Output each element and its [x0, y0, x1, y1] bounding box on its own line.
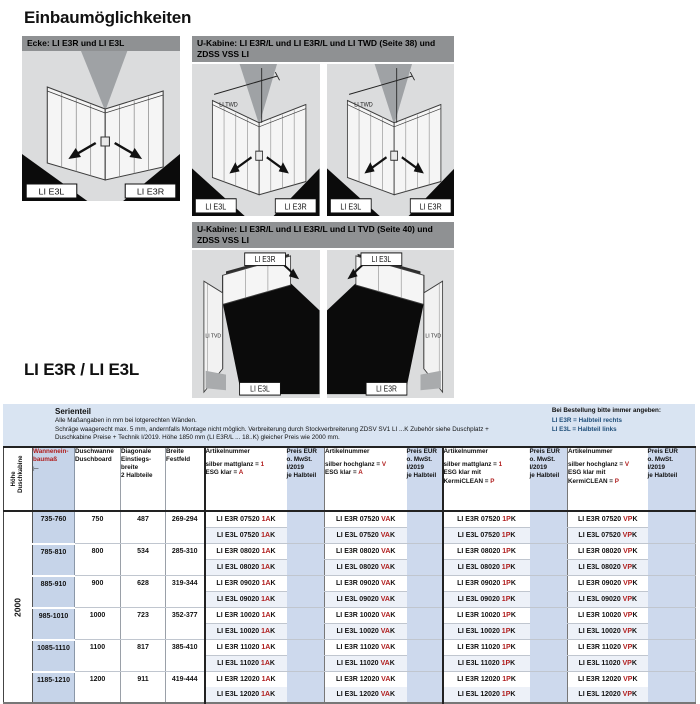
article-cell: LI E3L 08020 1AK	[205, 560, 287, 576]
bottom-right-label: LI E3R	[136, 187, 165, 197]
diagram-twd-drawing-1	[192, 64, 320, 216]
preis-cell	[648, 640, 696, 672]
corner-shower-drawing	[192, 64, 320, 216]
article-cell: LI E3R 09020 1AK	[205, 576, 287, 592]
article-cell: LI E3R 11020 1AK	[205, 640, 287, 656]
article-cell: LI E3R 11020 1PK	[443, 640, 530, 656]
preis-cell	[407, 672, 443, 704]
diagram-ecke-drawing	[22, 51, 180, 201]
table-row	[4, 608, 696, 624]
article-cell: LI E3L 08020 VPK	[568, 560, 648, 576]
preis-cell	[287, 672, 325, 704]
article-cell: LI E3R 09020 VPK	[568, 576, 648, 592]
col-header-preis-1: Preis EUR o. MwSt. I/2019 je Halbteil	[287, 447, 325, 511]
wannen-cell: 785-810	[33, 544, 75, 576]
diagram-tvd-drawing-2	[327, 250, 455, 398]
corner-shower-drawing	[327, 64, 455, 216]
duschwanne-cell: 900	[75, 576, 121, 608]
col-header-hoehe: Höhe Duschkabine	[4, 447, 33, 511]
article-cell: LI E3R 09020 1PK	[443, 576, 530, 592]
breite-cell: 269-294	[166, 511, 205, 544]
bottom-label: LI E3L	[250, 384, 270, 394]
preis-cell	[287, 511, 325, 544]
duschwanne-cell: 1100	[75, 640, 121, 672]
diagram-tvd-drawing-1	[192, 250, 320, 398]
wannen-cell: 735-760	[33, 511, 75, 544]
article-cell: LI E3R 09020 VAK	[325, 576, 407, 592]
breite-cell: 352-377	[166, 608, 205, 640]
col-header-artikel-1ak: Artikelnummer silber mattglanz = 1 ESG klar = A	[205, 447, 287, 511]
side-label: LI TVD	[424, 333, 441, 340]
article-cell: LI E3R 12020 1AK	[216, 676, 276, 683]
preis-cell	[287, 608, 325, 640]
breite-cell: 419-444	[166, 672, 205, 704]
diagonale-cell: 911	[121, 672, 166, 704]
duschwanne-cell: 800	[75, 544, 121, 576]
article-cell: LI E3L 08020 VAK	[325, 560, 407, 576]
article-cell: LI E3L 12020 1PK	[443, 687, 530, 703]
article-cell: LI E3R 08020 1PK	[443, 544, 530, 560]
breite-cell: 385-410	[166, 640, 205, 672]
door-handle	[390, 151, 397, 160]
article-cell: LI E3L 07520 1AK	[205, 528, 287, 544]
article-cell: LI E3L 09020 1PK	[443, 592, 530, 608]
article-cell: LI E3R 08020 VAK	[325, 544, 407, 560]
article-cell: LI E3R 10020 VPK	[568, 608, 648, 624]
table-row	[4, 544, 696, 560]
article-cell: LI E3R 12020 VAK	[325, 672, 407, 688]
article-cell: LI E3L 08020 1PK	[443, 560, 530, 576]
col-header-artikel-1pk: Artikelnummer silber mattglanz = 1 ESG klar mit KermiCLEAN = P	[443, 447, 530, 511]
diagonale-cell: 628	[121, 576, 166, 608]
notes-left	[55, 407, 489, 443]
notes-title: Serienteil	[55, 407, 92, 416]
article-cell: LI E3L 12020 VAK	[325, 687, 407, 703]
wannen-cell: 1085-1110	[33, 640, 75, 672]
preis-cell	[407, 544, 443, 576]
preis-cell	[530, 511, 568, 544]
order-hints-title: Bei Bestellung bitte immer angeben:	[551, 407, 661, 414]
serienteil-table-region	[3, 404, 695, 704]
wannen-cell: 985-1010	[33, 608, 75, 640]
article-cell: LI E3L 10020 VAK	[325, 624, 407, 640]
diagram-twd-drawing-2	[327, 64, 455, 216]
side-label: LI TVD	[205, 333, 222, 340]
order-hints	[552, 407, 689, 443]
diagonale-cell: 534	[121, 544, 166, 576]
preis-cell	[530, 608, 568, 640]
article-cell: LI E3L 12020 VPK	[568, 687, 648, 703]
diagram-twd-header: U-Kabine: LI E3R/L und LI E3R/L und LI TWD (Seite 38) und ZDSS VSS LI	[192, 36, 454, 62]
product-table	[3, 446, 696, 704]
product-table-body	[4, 511, 696, 703]
article-cell: LI E3L 07520 VPK	[568, 528, 648, 544]
bottom-label: LI E3R	[375, 384, 397, 394]
tvd-shower-drawing	[192, 250, 320, 398]
preis-cell	[648, 544, 696, 576]
article-cell: LI E3R 07520 1PK	[443, 511, 530, 528]
page-title: Einbaumöglichkeiten	[24, 8, 192, 27]
diagram-tvd-header: U-Kabine: LI E3R/L und LI E3R/L und LI TVD (Seite 40) und ZDSS VSS LI	[192, 222, 454, 248]
article-cell: LI E3R 11020 VPK	[568, 640, 648, 656]
article-cell: LI E3R 07520 VPK	[568, 511, 648, 528]
corner-shower-drawing	[22, 51, 180, 201]
table-row	[4, 640, 696, 656]
col-header-preis-2: Preis EUR o. MwSt. I/2019 je Halbteil	[407, 447, 443, 511]
article-cell: LI E3R 08020 VPK	[568, 544, 648, 560]
article-cell: LI E3R 10020 1AK	[205, 608, 287, 624]
preis-cell	[287, 576, 325, 608]
twd-label: LI TWD	[353, 102, 373, 109]
diagram-block-ecke	[22, 36, 180, 201]
preis-cell	[530, 672, 568, 704]
col-header-duschwanne: Duschwanne Duschboard	[75, 447, 121, 511]
wannen-cell: 885-910	[33, 576, 75, 608]
article-cell: LI E3L 10020 VPK	[568, 624, 648, 640]
hoehe-cell: 2000	[4, 511, 33, 703]
article-cell: LI E3L 12020 1AK	[205, 687, 287, 703]
article-cell: LI E3R 08020 1AK	[205, 544, 287, 560]
diagram-ecke-header: Ecke: LI E3R und LI E3L	[22, 36, 180, 51]
bottom-left-label: LI E3L	[205, 201, 227, 212]
article-cell: LI E3L 09020 1AK	[205, 592, 287, 608]
door-handle	[256, 151, 263, 160]
tvd-shower-drawing	[327, 250, 455, 398]
top-label: LI E3R	[254, 254, 276, 265]
preis-cell	[530, 640, 568, 672]
top-label: LI E3L	[371, 254, 391, 265]
order-hints-lines: LI E3R = Halbteil rechts LI E3L = Halbteil links	[551, 417, 622, 434]
twd-label: LI TWD	[219, 102, 238, 109]
bottom-right-label: LI E3R	[419, 201, 442, 212]
article-cell: LI E3R 10020 VAK	[325, 608, 407, 624]
table-row	[4, 576, 696, 592]
preis-cell	[648, 608, 696, 640]
diagonale-cell: 487	[121, 511, 166, 544]
article-cell: LI E3R 12020 1PK	[443, 672, 530, 688]
breite-cell: 319-344	[166, 576, 205, 608]
duschwanne-cell: 750	[75, 511, 121, 544]
preis-cell	[407, 608, 443, 640]
article-cell: LI E3L 09020 VAK	[325, 592, 407, 608]
duschwanne-cell: 1000	[75, 608, 121, 640]
preis-cell	[287, 544, 325, 576]
preis-cell	[648, 672, 696, 704]
article-cell: LI E3R 07520 VAK	[325, 511, 407, 528]
notes-band	[3, 404, 695, 446]
breite-cell: 285-310	[166, 544, 205, 576]
preis-cell	[407, 576, 443, 608]
article-cell: LI E3L 10020 1PK	[443, 624, 530, 640]
preis-cell	[407, 640, 443, 672]
col-header-preis-4: Preis EUR o. MwSt. I/2019 je Halbteil	[648, 447, 696, 511]
article-cell: LI E3R 07520 1AK	[205, 511, 287, 528]
article-cell: LI E3L 10020 1AK	[205, 624, 287, 640]
table-row	[4, 672, 696, 688]
article-cell: LI E3L 11020 1PK	[443, 656, 530, 672]
diagonale-cell: 723	[121, 608, 166, 640]
article-cell: LI E3R 10020 1PK	[443, 608, 530, 624]
header-row	[4, 447, 696, 511]
article-cell: LI E3R 11020 VAK	[325, 640, 407, 656]
door-handle	[101, 137, 109, 146]
section-title: LI E3R / LI E3L	[24, 360, 140, 379]
diagonale-cell: 817	[121, 640, 166, 672]
diagram-block-twd	[192, 36, 454, 216]
preis-cell	[530, 576, 568, 608]
table-row	[4, 511, 696, 528]
article-cell: LI E3L 11020 VAK	[325, 656, 407, 672]
preis-cell	[648, 576, 696, 608]
bottom-left-label: LI E3L	[38, 187, 65, 197]
preis-cell	[407, 511, 443, 544]
bottom-right-label: LI E3R	[284, 201, 307, 212]
diagram-block-tvd	[192, 222, 454, 398]
article-cell: LI E3L 11020 VPK	[568, 656, 648, 672]
article-cell: LI E3L 07520 1PK	[443, 528, 530, 544]
col-header-artikel-vpk: Artikelnummer silber hochglanz = V ESG klar mit KermiCLEAN = P	[568, 447, 648, 511]
notes-lines: Alle Maßangaben in mm bei lotgerechten Wänden. Schräge waagerecht max. 5 mm, andernfalls Montage nicht möglich. Verbreiterung durch Stockverbreiterung ZDSV SV1 LI ...K Zubehör siehe Duschplatz + Duschkabine Preise + Technik I/2019. Höhe 1850 mm (LI E3R/L ... 18..K) gleicher Preis wie 2000 mm.	[55, 417, 489, 441]
col-header-preis-3: Preis EUR o. MwSt. I/2019 je Halbteil	[530, 447, 568, 511]
wannen-cell: 1185-1210	[33, 672, 75, 704]
dimension-icon: ⊢	[33, 465, 40, 473]
article-cell: LI E3L 07520 VAK	[325, 528, 407, 544]
article-cell: LI E3R 12020 VPK	[568, 672, 648, 688]
article-cell: LI E3L 09020 VPK	[568, 592, 648, 608]
col-header-diagonale: Diagonale Einstiegs- breite 2 Halbteile	[121, 447, 166, 511]
article-cell: LI E3L 11020 1AK	[205, 656, 287, 672]
col-header-breite: Breite Festfeld	[166, 447, 205, 511]
col-header-wanneneinbaumass: Wannenein- baumaß ⊢	[33, 447, 75, 511]
preis-cell	[648, 511, 696, 544]
duschwanne-cell: 1200	[75, 672, 121, 704]
col-header-artikel-vak: Artikelnummer silber hochglanz = V ESG klar = A	[325, 447, 407, 511]
bottom-left-label: LI E3L	[339, 201, 361, 212]
preis-cell	[530, 544, 568, 576]
preis-cell	[287, 640, 325, 672]
